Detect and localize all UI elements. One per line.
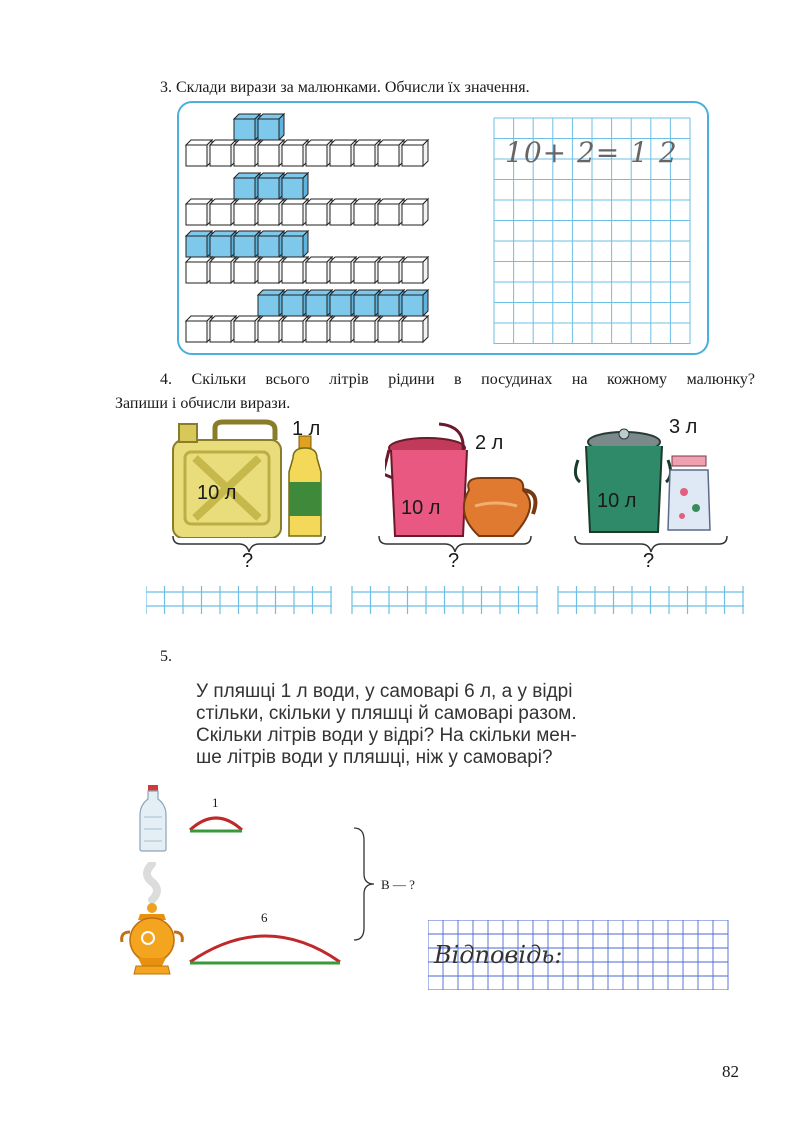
white-cube	[234, 316, 260, 342]
total-brace	[350, 826, 380, 942]
blue-cube	[402, 290, 428, 316]
white-cube	[378, 140, 404, 166]
blue-cube	[234, 173, 260, 199]
task5-line-1: У пляшці 1 л води, у самоварі 6 л, а у відрі	[196, 681, 573, 702]
white-cube	[186, 140, 212, 166]
blue-cube	[282, 290, 308, 316]
page-number: 82	[722, 1062, 739, 1081]
question-mark-1: ?	[242, 550, 254, 572]
segment-diagram	[186, 810, 356, 970]
white-cube	[282, 257, 308, 283]
white-cube	[282, 140, 308, 166]
white-cube	[330, 316, 356, 342]
task4-answer-strips	[146, 584, 746, 616]
bottle-segment-label: 1	[212, 795, 219, 810]
sample-expression: 10+ 2= 1 2	[505, 136, 678, 169]
bucket-jug-picture	[385, 420, 545, 538]
white-cube	[186, 316, 212, 342]
bottle-volume: 1 л	[292, 418, 321, 440]
white-cube	[258, 316, 284, 342]
white-cube	[306, 316, 332, 342]
white-cube	[258, 140, 284, 166]
white-cube	[354, 316, 380, 342]
task3-heading: 3. Склади вирази за малюнками. Обчисли їх значення.	[160, 79, 530, 96]
white-cube	[282, 199, 308, 225]
bucket-volume: 10 л	[401, 497, 441, 519]
task5-line-3: Скільки літрів води у відрі? На скільки мен-	[196, 725, 577, 746]
white-cube	[234, 199, 260, 225]
task5-line-4: ше літрів води у пляшці, ніж у самоварі?	[196, 747, 553, 768]
white-cube	[402, 199, 428, 225]
white-cube	[210, 257, 236, 283]
blue-cube	[378, 290, 404, 316]
white-cube	[258, 199, 284, 225]
white-cube	[210, 140, 236, 166]
pot-volume: 10 л	[597, 490, 637, 512]
white-cube	[282, 316, 308, 342]
white-cube	[402, 316, 428, 342]
blue-cube	[258, 231, 284, 257]
white-cube	[186, 199, 212, 225]
thermos-volume: 3 л	[669, 416, 698, 438]
question-mark-3: ?	[643, 550, 655, 572]
blue-cube	[354, 290, 380, 316]
task4-heading-line1: 4. Скільки всього літрів рідини в посудинах на кожному малюнку?	[160, 371, 755, 388]
white-cube	[234, 257, 260, 283]
task5-number: 5.	[160, 648, 172, 665]
brace-label: В — ?	[381, 877, 415, 892]
blue-cube	[306, 290, 332, 316]
white-cube	[210, 316, 236, 342]
blue-cube	[258, 290, 284, 316]
jug-volume: 2 л	[475, 432, 504, 454]
blue-cube	[234, 231, 260, 257]
white-cube	[186, 257, 212, 283]
task5-line-2: стільки, скільки у пляшці й самоварі разом.	[196, 703, 577, 724]
samovar-icon	[118, 862, 188, 980]
white-cube	[354, 257, 380, 283]
answer-label[interactable]: Відповідь:	[434, 941, 563, 969]
white-cube	[210, 199, 236, 225]
white-cube	[378, 257, 404, 283]
blue-cube	[210, 231, 236, 257]
white-cube	[378, 316, 404, 342]
blue-cube	[258, 114, 284, 140]
samovar-segment-label: 6	[261, 910, 268, 925]
blue-cube	[234, 114, 260, 140]
white-cube	[306, 199, 332, 225]
white-cube	[306, 140, 332, 166]
white-cube	[330, 257, 356, 283]
blue-cube	[282, 173, 308, 199]
blue-cube	[282, 231, 308, 257]
canister-volume: 10 л	[197, 482, 237, 504]
question-mark-2: ?	[448, 550, 460, 572]
blue-cube	[186, 231, 212, 257]
task5-text	[196, 681, 577, 769]
white-cube	[306, 257, 332, 283]
white-cube	[354, 140, 380, 166]
blue-cube	[330, 290, 356, 316]
white-cube	[354, 199, 380, 225]
white-cube	[378, 199, 404, 225]
white-cube	[402, 257, 428, 283]
white-cube	[258, 257, 284, 283]
white-cube	[402, 140, 428, 166]
white-cube	[330, 140, 356, 166]
white-cube	[234, 140, 260, 166]
task4-heading-line2: Запиши і обчисли вирази.	[115, 395, 291, 412]
bottle-icon	[136, 783, 170, 853]
blue-cube	[258, 173, 284, 199]
pot-thermos-picture	[572, 420, 722, 538]
white-cube	[330, 199, 356, 225]
